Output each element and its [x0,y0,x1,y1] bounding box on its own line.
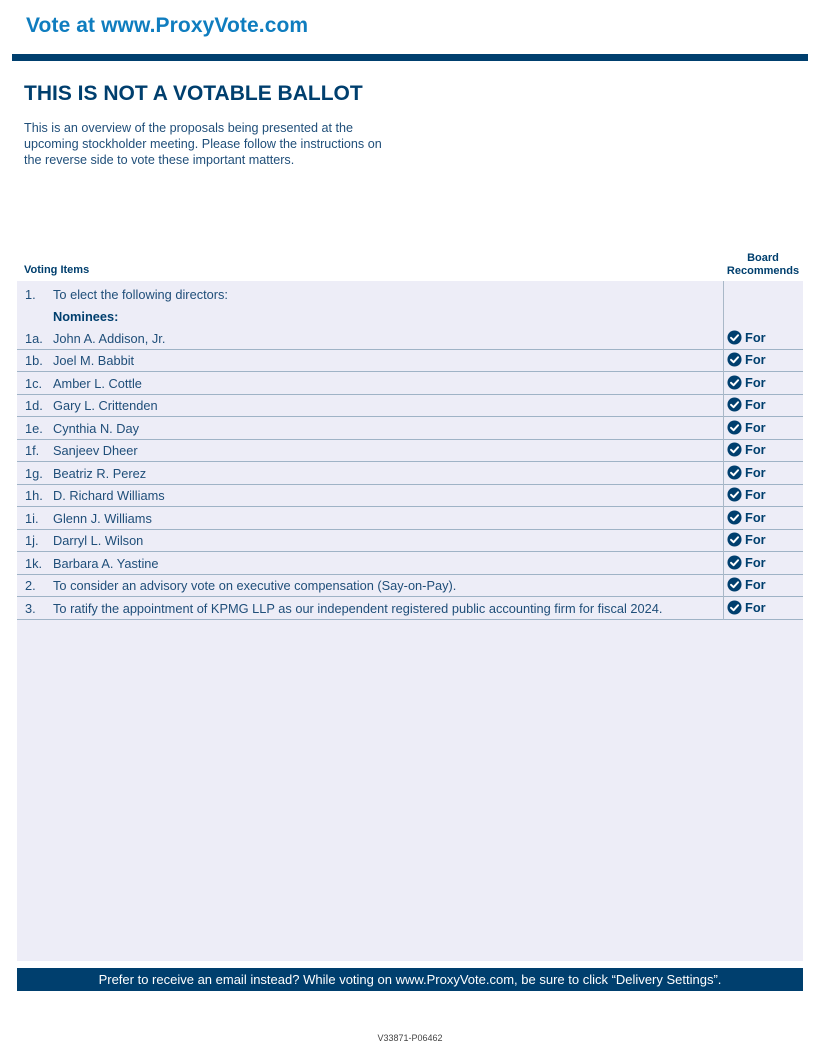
board-recommendation [727,420,766,435]
check-circle-icon [727,330,742,345]
board-recommendation [727,352,766,367]
item-number: 1k. [25,556,43,571]
voting-item-row [17,462,803,485]
column-divider [723,281,724,620]
board-recommendation [727,442,766,457]
item-number: 1d. [25,398,43,413]
item-text: To elect the following directors: [53,287,228,302]
voting-item-row [17,349,803,372]
item-number: 1e. [25,421,43,436]
item-number: 1. [25,287,36,302]
item-number: 1g. [25,466,43,481]
check-circle-icon [727,397,742,412]
check-circle-icon [727,577,742,592]
recommendation-label: For [745,510,766,525]
item-number: 1j. [25,533,39,548]
recommendation-label: For [745,330,766,345]
item-number: 1b. [25,353,43,368]
board-recommendation [727,600,766,615]
voting-item-row [17,507,803,530]
item-text: Glenn J. Williams [53,511,152,526]
item-text: D. Richard Williams [53,488,165,503]
recommendation-label: For [745,375,766,390]
check-circle-icon [727,375,742,390]
item-text: Sanjeev Dheer [53,443,138,458]
recommendation-label: For [745,442,766,457]
item-text: John A. Addison, Jr. [53,331,166,346]
check-circle-icon [727,600,742,615]
voting-items-header: Voting Items [24,264,90,276]
voting-item-row [17,283,803,306]
voting-item-row [17,439,803,462]
recommendation-label: For [745,577,766,592]
board-recommendation [727,487,766,502]
intro-line: upcoming stockholder meeting. Please follow the instructions on [24,137,382,151]
check-circle-icon [727,555,742,570]
nominees-label: Nominees: [53,309,119,324]
delivery-settings-notice: Prefer to receive an email instead? While voting on www.ProxyVote.com, be sure to click “Delivery Settings”. [17,968,803,991]
item-number: 1h. [25,488,43,503]
check-circle-icon [727,510,742,525]
intro-text [24,120,404,168]
item-text: Beatriz R. Perez [53,466,147,481]
recommendation-label: For [745,600,766,615]
recommendation-label: For [745,555,766,570]
board-recommendation [727,465,766,480]
recommendation-label: For [745,487,766,502]
board-recommendation [727,510,766,525]
voting-item-row [17,394,803,417]
item-text: Cynthia N. Day [53,421,140,436]
nominees-label-row [17,305,803,328]
check-circle-icon [727,487,742,502]
board-recommendation [727,555,766,570]
item-number: 2. [25,578,36,593]
page-title: THIS IS NOT A VOTABLE BALLOT [24,82,363,105]
board-recommendation [727,330,766,345]
item-number: 1i. [25,511,39,526]
voting-item-row [17,574,803,597]
item-number: 1a. [25,331,43,346]
intro-line: This is an overview of the proposals being presented at the [24,121,354,135]
voting-item-row [17,529,803,552]
check-circle-icon [727,420,742,435]
item-number: 1f. [25,443,40,458]
board-recommendation [727,397,766,412]
recommendation-label: For [745,532,766,547]
item-text: Darryl L. Wilson [53,533,144,548]
voting-item-row [17,372,803,395]
item-text: To ratify the appointment of KPMG LLP as our independent registered public accounting firm for fiscal 2024. [53,601,663,616]
board-recommendation [727,532,766,547]
item-number: 3. [25,601,36,616]
item-text: To consider an advisory vote on executive compensation (Say-on-Pay). [53,578,457,593]
recommendation-label: For [745,352,766,367]
item-number: 1c. [25,376,43,391]
intro-line: the reverse side to vote these important matters. [24,153,295,167]
vote-link[interactable]: Vote at www.ProxyVote.com [26,14,309,37]
check-circle-icon [727,465,742,480]
voting-item-row [17,597,803,620]
recommendation-label: For [745,465,766,480]
check-circle-icon [727,352,742,367]
voting-item-row [17,484,803,507]
voting-item-row [17,327,803,350]
board-recommendation [727,375,766,390]
check-circle-icon [727,442,742,457]
check-circle-icon [727,532,742,547]
board-recommends-header [722,252,804,278]
voting-item-row [17,417,803,440]
item-text: Barbara A. Yastine [53,556,159,571]
item-text: Joel M. Babbit [53,353,135,368]
recommendation-label: For [745,420,766,435]
board-recommendation [727,577,766,592]
board-header-line: Recommends [726,265,800,277]
board-header-line: Board [747,252,779,264]
header-rule [12,54,808,61]
item-text: Gary L. Crittenden [53,398,158,413]
recommendation-label: For [745,397,766,412]
voting-item-row [17,552,803,575]
item-text: Amber L. Cottle [53,376,142,391]
document-code: V33871-P06462 [377,1033,443,1043]
